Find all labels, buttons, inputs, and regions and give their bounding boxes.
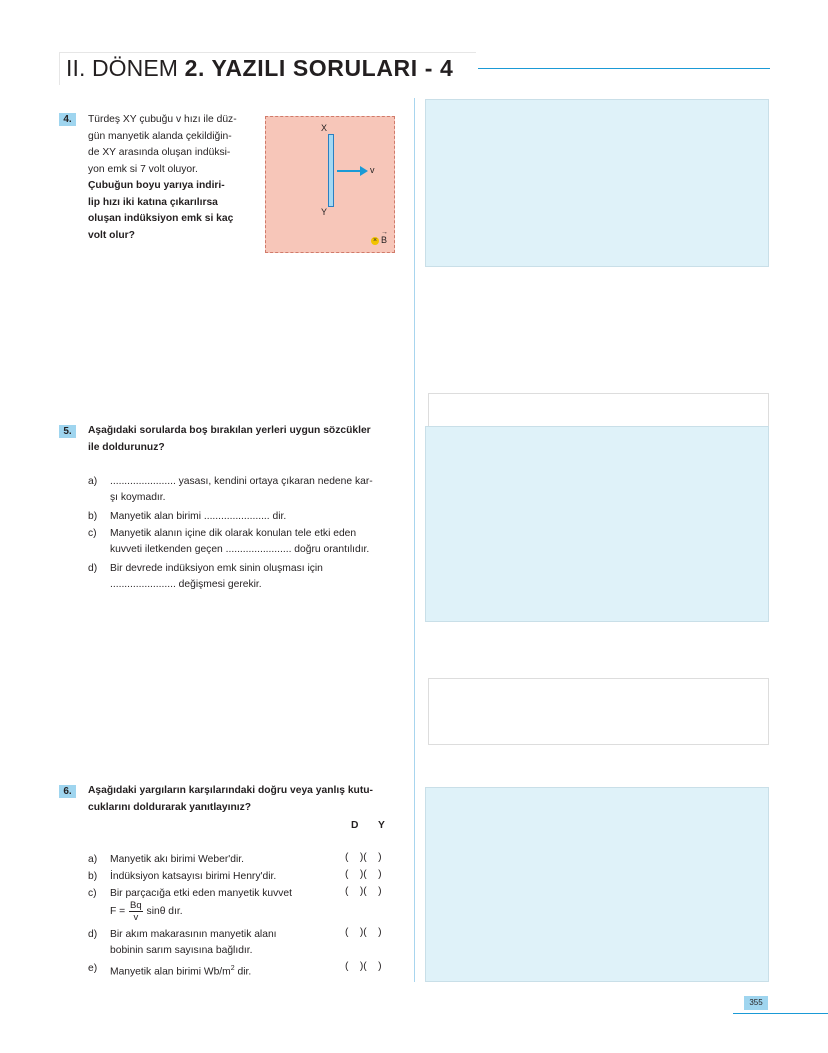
header-rule	[478, 68, 770, 69]
question-number-5: 5.	[59, 425, 76, 438]
rod-label-y: Y	[321, 207, 328, 217]
column-y-header: Y	[378, 820, 385, 831]
fill-blank-item-d: Bir devrede indüksiyon emk sinin oluşması için ....................... değişmesi gerekir.	[110, 563, 323, 590]
true-false-checkbox-d[interactable]: ( )( )	[345, 927, 382, 938]
question-5-text: Aşağıdaki sorularda boş bırakılan yerleri uygun sözcükler ile doldurunuz?	[88, 425, 371, 453]
item-letter: c)	[88, 528, 97, 539]
fill-blank-item-b: Manyetik alan birimi ....................... dir.	[110, 511, 287, 522]
question-number-4: 4.	[59, 113, 76, 126]
field-into-page-icon: ×	[372, 237, 378, 244]
column-d-header: D	[351, 820, 359, 831]
true-false-statement-a: Manyetik akı birimi Weber'dir.	[110, 854, 244, 865]
true-false-statement-b: İndüksiyon katsayısı birimi Henry'dir.	[110, 871, 277, 882]
page-number: 355	[744, 996, 768, 1010]
velocity-arrow-head-icon	[360, 166, 368, 176]
page-title: II. DÖNEM 2. YAZILI SORULARI - 4	[66, 55, 454, 81]
answer-box-5[interactable]	[425, 426, 769, 622]
true-false-statement-e: Manyetik alan birimi $Wb/m^2$ dir.	[110, 965, 252, 978]
true-false-checkbox-e[interactable]: ( )( )	[345, 961, 382, 972]
fill-blank-item-a: ....................... yasası, kendini ortaya çıkaran nedene kar- şı koymadır.	[110, 476, 373, 503]
item-letter: c)	[88, 888, 97, 899]
question-6-text: Aşağıdaki yargıların karşılarındaki doğru veya yanlış kutu- cuklarını doldurarak yanıtlayınız?	[88, 785, 373, 813]
item-letter: d)	[88, 563, 98, 574]
true-false-checkbox-a[interactable]: ( )( )	[345, 852, 382, 863]
item-letter: d)	[88, 929, 98, 940]
velocity-label: v	[370, 165, 375, 175]
true-false-checkbox-b[interactable]: ( )( )	[345, 869, 382, 880]
true-false-statement-d: Bir akım makarasının manyetik alanı bobinin sarım sayısına bağlıdır.	[110, 929, 277, 956]
blank-box	[428, 393, 769, 427]
true-false-checkbox-c[interactable]: ( )( )	[345, 886, 382, 897]
blank-box	[428, 678, 769, 745]
item-letter: e)	[88, 963, 98, 974]
xy-rod	[328, 134, 334, 207]
column-divider	[414, 98, 415, 982]
vector-arrow-icon: →	[381, 229, 388, 236]
footer-rule	[733, 1013, 828, 1014]
item-letter: b)	[88, 511, 98, 522]
force-formula: F = $\frac{Bq}{v}$ sinθ dır.	[110, 900, 183, 923]
item-letter: a)	[88, 476, 98, 487]
question-4-text: Türdeş XY çubuğu v hızı ile düz- gün manyetik alanda çekildiğin- de XY arasında oluşan indüksi- yon emk si 7 volt oluyor. Çubuğun boyu yarıya indiri- lip hızı iki katına çıkarılırsa oluşan indüksiyon emk si kaç volt olur?	[88, 114, 237, 241]
item-letter: b)	[88, 871, 98, 882]
fill-blank-item-c: Manyetik alanın içine dik olarak konulan tele etki eden kuvveti iletkenden geçen ....................... doğru orantılıdır.	[110, 528, 370, 555]
item-letter: a)	[88, 854, 98, 865]
velocity-arrow	[337, 170, 362, 172]
rod-label-x: X	[321, 123, 328, 133]
true-false-statement-c: Bir parçacığa etki eden manyetik kuvvet	[110, 888, 293, 899]
question-number-6: 6.	[59, 785, 76, 798]
answer-box-6[interactable]	[425, 787, 769, 982]
field-label-b: B	[381, 235, 388, 245]
answer-box-4[interactable]	[425, 99, 769, 267]
